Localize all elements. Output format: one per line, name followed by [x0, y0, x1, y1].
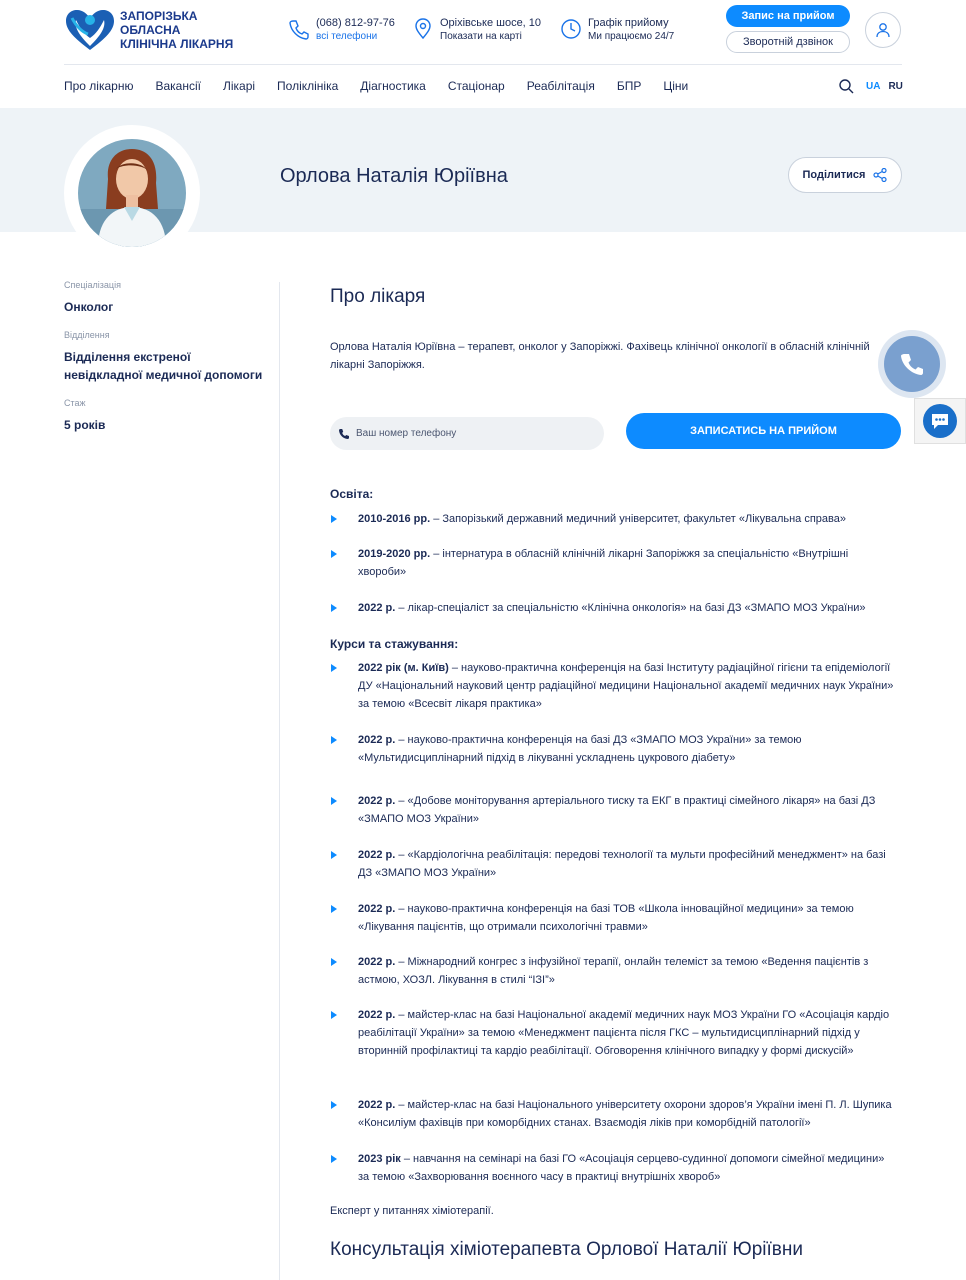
- item-text: – лікар-спеціаліст за спеціальністю «Клінічна онкологія» на базі ДЗ «ЗМАПО МОЗ України»: [395, 602, 866, 614]
- about-section: [330, 286, 896, 308]
- schedule-title: Графік прийому: [588, 17, 669, 29]
- handset-icon: [899, 351, 925, 377]
- education-item: [330, 545, 896, 581]
- bullet-icon: [331, 1011, 337, 1019]
- nav-item-bpr[interactable]: БПР: [616, 79, 642, 93]
- phone-number[interactable]: (068) 812-97-76: [316, 17, 395, 29]
- address-text: Оріхівське шосе, 10: [440, 17, 542, 29]
- department-value[interactable]: Відділення екстреної невідкладної медичної допомоги: [64, 350, 263, 382]
- schedule-hours: Ми працюємо 24/7: [588, 31, 675, 42]
- appointment-button[interactable]: Запис на прийом: [726, 5, 850, 27]
- floating-call-button[interactable]: [878, 330, 946, 398]
- education-item: [330, 599, 896, 617]
- nav-item-vacancies[interactable]: Вакансії: [155, 79, 201, 93]
- clock-icon: [560, 18, 582, 40]
- bullet-icon: [331, 550, 337, 558]
- bullet-icon: [331, 797, 337, 805]
- nav-item-about[interactable]: Про лікарню: [64, 79, 134, 93]
- item-text: – Запорізький державний медичний університет, факультет «Лікувальна справа»: [430, 513, 846, 525]
- chat-icon: [930, 412, 950, 430]
- bullet-icon: [331, 664, 337, 672]
- item-year: 2022 р.: [358, 956, 396, 968]
- item-text: – Міжнародний конгрес з інфузійної терапії, онлайн телеміст за темою «Ведення пацієнтів з астмою, ХОЗЛ. Лікування в стилі “ІЗІ”»: [358, 956, 869, 986]
- about-text: Орлова Наталія Юріївна – терапевт, онколог у Запоріжжі. Фахівець клінічної онкології в обласній клінічній лікарні Запоріжжя.: [330, 341, 870, 371]
- header-divider: [64, 64, 902, 65]
- book-appointment-button[interactable]: ЗАПИСАТИСЬ НА ПРИЙОМ: [626, 413, 901, 449]
- course-item: [330, 1006, 896, 1060]
- main-nav: [64, 79, 710, 93]
- item-year: 2022 рік (м. Київ): [358, 662, 449, 674]
- experience-label: Стаж: [64, 398, 86, 408]
- logo-heart-icon: [64, 8, 116, 52]
- education-item: [330, 510, 896, 528]
- nav-item-doctors[interactable]: Лікарі: [222, 79, 256, 93]
- course-item: [330, 953, 896, 989]
- item-year: 2022 р.: [358, 1009, 396, 1021]
- doctor-name: Орлова Наталія Юріївна: [280, 165, 508, 187]
- specialization-value: Онколог: [64, 300, 114, 314]
- item-year: 2022 р.: [358, 849, 396, 861]
- phone-input[interactable]: [356, 428, 586, 439]
- item-year: 2019-2020 рр.: [358, 548, 431, 560]
- bullet-icon: [331, 851, 337, 859]
- floating-call-circle: [884, 336, 940, 392]
- item-text: – майстер-клас на базі Національного університету охорони здоров’я України імені П. Л. Шупика «Консиліум фахівців при коморбідних станах. Взаємодія ліків при коморбідній патології»: [358, 1099, 892, 1129]
- chat-circle: [923, 404, 957, 438]
- item-year: 2022 р.: [358, 1099, 396, 1111]
- bullet-icon: [331, 905, 337, 913]
- lang-ua[interactable]: UA: [866, 80, 881, 92]
- floating-chat-widget[interactable]: [914, 398, 966, 444]
- bullet-icon: [331, 1155, 337, 1163]
- schedule-contact: [560, 16, 674, 43]
- user-account-button[interactable]: [865, 12, 901, 48]
- item-year: 2022 р.: [358, 602, 396, 614]
- education-title: Освіта:: [330, 487, 374, 501]
- nav-item-polyclinic[interactable]: Поліклініка: [277, 79, 339, 93]
- nav-item-hospital[interactable]: Стаціонар: [447, 79, 505, 93]
- bullet-icon: [331, 1101, 337, 1109]
- share-label: Поділитися: [802, 169, 866, 181]
- logo[interactable]: [64, 8, 260, 52]
- experience-value: 5 років: [64, 418, 106, 432]
- item-text: – науково-практична конференція на базі ДЗ «ЗМАПО МОЗ України» за темою «Мультидисциплінарний підхід в лікуванні ускладнень цукрового діабету»: [358, 734, 802, 764]
- course-item: [330, 1096, 896, 1132]
- item-year: 2010-2016 рр.: [358, 513, 431, 525]
- nav-item-rehabilitation[interactable]: Реабілітація: [526, 79, 595, 93]
- phone-field[interactable]: [330, 417, 604, 450]
- lang-ru[interactable]: RU: [888, 80, 903, 92]
- search-icon[interactable]: [838, 78, 854, 94]
- course-item: [330, 900, 896, 936]
- item-year: 2023 рік: [358, 1153, 401, 1165]
- item-year: 2022 р.: [358, 734, 396, 746]
- item-text: – науково-практична конференція на базі ТОВ «Школа інноваційної медицини» за темою «Лікування пацієнтів, що отримали психологічні травми»: [358, 903, 854, 933]
- item-text: – майстер-клас на базі Національної академії медичних наук МОЗ України ГО «Асоціація кардіо реабілітації України» за темою «Менеджмент пацієнта після ГКС – мультидисциплінарний підхід у вторинній профілактиці та кардіо реабілітації. Обговорення клінічного випадку у формі дискусій»: [358, 1009, 890, 1057]
- item-text: – науково-практична конференція на базі Інституту радіаційної гігієни та епідеміології ДУ «Національний науковий центр радіаційної медицини Національної академії медичних наук України» за темою «Всесвіт лікаря практика»: [358, 662, 894, 710]
- show-map-link[interactable]: Показати на карті: [440, 31, 522, 42]
- doctor-photo: [78, 139, 186, 247]
- item-text: – «Кардіологічна реабілітація: передові технології та мульти професійний менеджмент» на базі ДЗ «ЗМАПО МОЗ України»: [358, 849, 886, 879]
- phone-contact[interactable]: [288, 16, 395, 43]
- doctor-info-sidebar: [64, 280, 264, 448]
- logo-line-1: ЗАПОРІЗЬКА ОБЛАСНА: [120, 9, 198, 37]
- expert-note: Експерт у питаннях хіміотерапії.: [330, 1205, 494, 1217]
- course-item: [330, 846, 896, 882]
- about-title: Про лікаря: [330, 286, 426, 307]
- all-phones-link[interactable]: всі телефони: [316, 31, 378, 42]
- nav-item-prices[interactable]: Ціни: [663, 79, 689, 93]
- share-icon: [873, 168, 887, 182]
- logo-text: [120, 9, 260, 51]
- course-item: [330, 792, 896, 828]
- user-icon: [875, 22, 891, 38]
- course-item: [330, 1150, 896, 1186]
- location-pin-icon: [412, 18, 434, 40]
- nav-item-diagnostics[interactable]: Діагностика: [360, 79, 426, 93]
- specialization-label: Спеціалізація: [64, 280, 121, 290]
- bullet-icon: [331, 736, 337, 744]
- bullet-icon: [331, 958, 337, 966]
- courses-title: Курси та стажування:: [330, 637, 459, 651]
- phone-icon: [338, 428, 350, 440]
- avatar-frame: [64, 125, 200, 261]
- item-year: 2022 р.: [358, 903, 396, 915]
- item-text: – навчання на семінарі на базі ГО «Асоціація серцево-судинної допомоги сімейної медицини» за темою «Захворювання воєнного часу в практиці внутрішніх хвороб»: [358, 1153, 885, 1183]
- department-label: Відділення: [64, 330, 110, 340]
- item-text: – інтернатура в обласній клінічній лікарні Запоріжжя за спеціальністю «Внутрішні хвороби»: [358, 548, 849, 578]
- item-year: 2022 р.: [358, 795, 396, 807]
- bullet-icon: [331, 604, 337, 612]
- sidebar-divider: [279, 282, 280, 1280]
- callback-button[interactable]: Зворотній дзвінок: [726, 31, 850, 53]
- logo-line-2: КЛІНІЧНА ЛІКАРНЯ: [120, 37, 234, 51]
- address-contact[interactable]: [412, 16, 541, 43]
- header: [0, 0, 966, 108]
- nav-tools: [838, 78, 903, 94]
- item-text: – «Добове моніторування артеріального тиску та ЕКГ в практиці сімейного лікаря» на базі ДЗ «ЗМАПО МОЗ України»: [358, 795, 876, 825]
- share-button[interactable]: [788, 157, 902, 193]
- course-item: [330, 731, 896, 767]
- phone-icon: [288, 18, 310, 40]
- course-item: [330, 659, 896, 713]
- consultation-title: Консультація хіміотерапевта Орлової Наталії Юріївни: [330, 1239, 803, 1260]
- bullet-icon: [331, 515, 337, 523]
